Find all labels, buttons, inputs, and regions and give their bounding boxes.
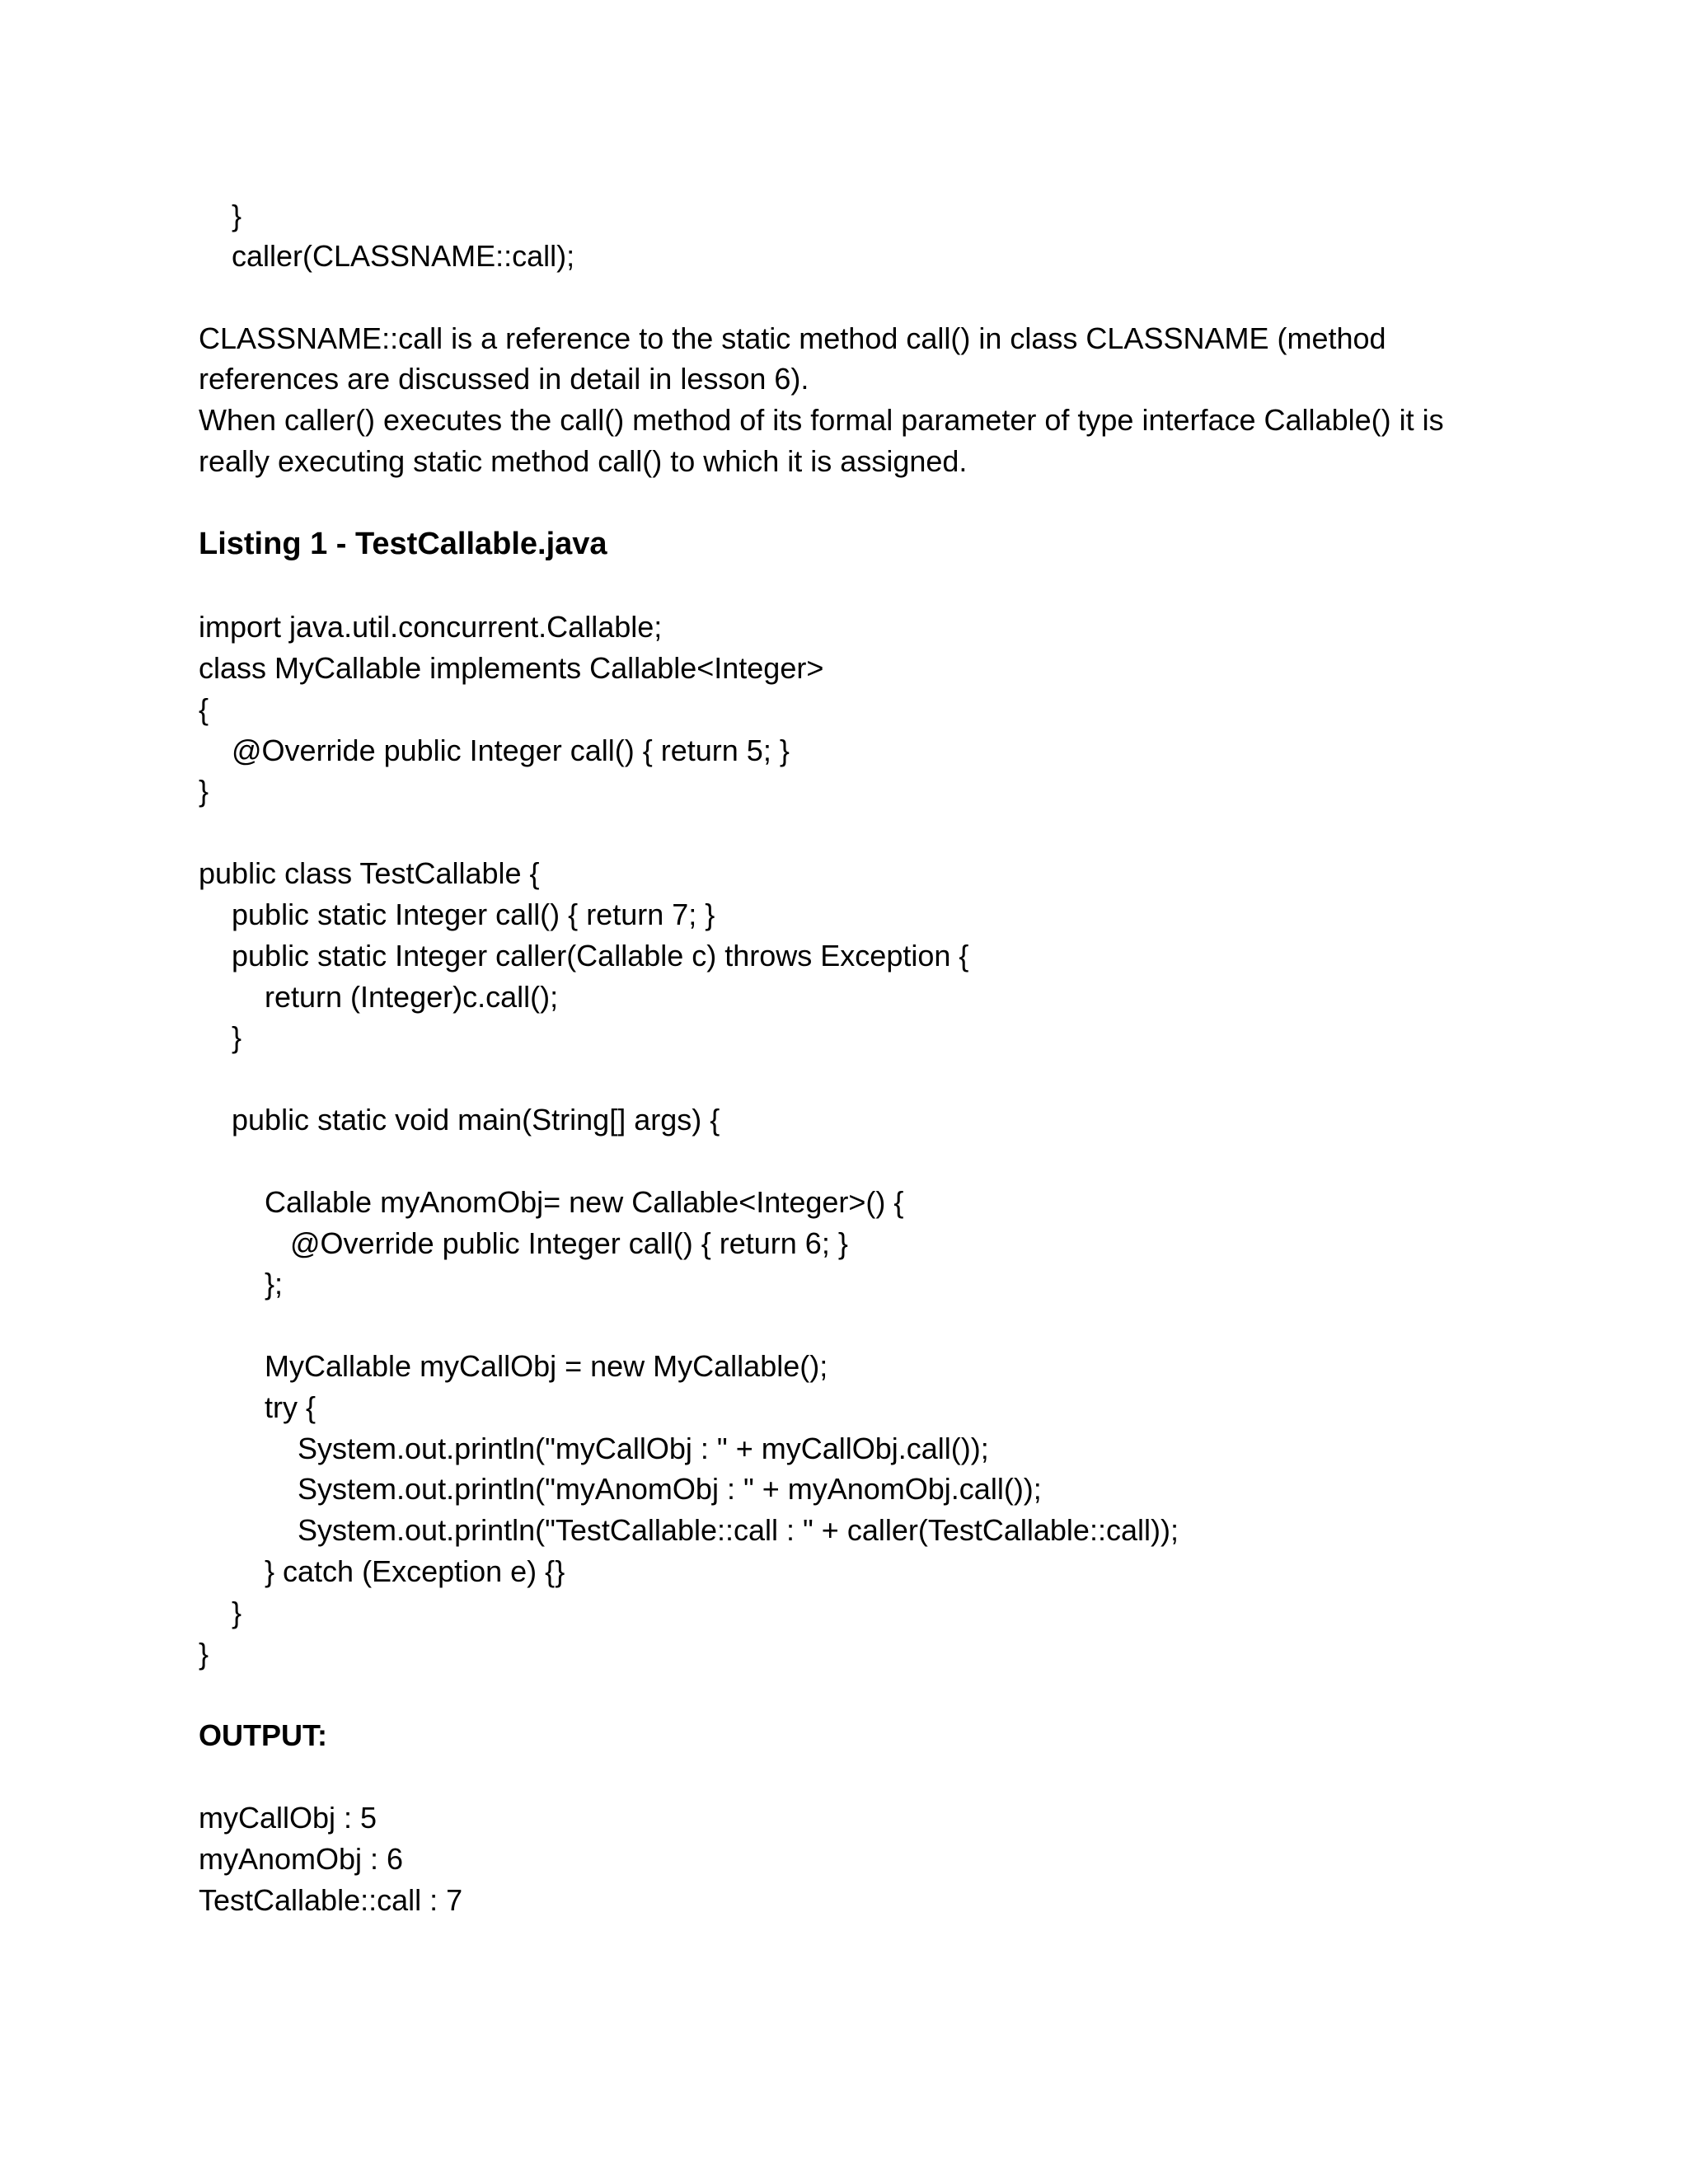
code-line: return (Integer)c.call();: [265, 980, 559, 1014]
explanation-line: references are discussed in detail in lesson 6).: [199, 362, 809, 396]
code-line: MyCallable myCallObj = new MyCallable();: [265, 1349, 828, 1383]
code-line: @Override public Integer call() { return 6; }: [290, 1226, 848, 1260]
intro-code-line: caller(CLASSNAME::call);: [232, 239, 575, 273]
code-line: import java.util.concurrent.Callable;: [199, 610, 663, 644]
code-line: {: [199, 692, 209, 726]
intro-code-line: }: [232, 199, 242, 232]
code-line: }: [199, 1637, 209, 1671]
listing-title: Listing 1 - TestCallable.java: [199, 527, 607, 561]
code-line: }: [232, 1596, 242, 1629]
code-line: };: [265, 1267, 284, 1301]
code-line: class MyCallable implements Callable<Integer>: [199, 651, 824, 685]
code-line: public static Integer call() { return 7; }: [232, 898, 715, 931]
explanation-line: CLASSNAME::call is a reference to the static method call() in class CLASSNAME (method: [199, 321, 1386, 355]
code-line: Callable myAnomObj= new Callable<Integer>() {: [265, 1185, 904, 1219]
output-line: myCallObj : 5: [199, 1801, 377, 1835]
code-line: public static Integer caller(Callable c) throws Exception {: [232, 939, 969, 972]
output-title: OUTPUT:: [199, 1718, 327, 1752]
code-line: @Override public Integer call() { return 5; }: [232, 733, 790, 767]
code-line: System.out.println("myAnomObj : " + myAnomObj.call());: [298, 1472, 1042, 1506]
code-line: System.out.println("TestCallable::call : " + caller(TestCallable::call));: [298, 1513, 1179, 1547]
code-line: }: [232, 1020, 242, 1054]
code-line: try {: [265, 1390, 316, 1424]
code-line: }: [199, 774, 209, 808]
output-line: TestCallable::call : 7: [199, 1883, 463, 1917]
code-line: public class TestCallable {: [199, 856, 540, 890]
explanation-line: When caller() executes the call() method of its formal parameter of type interface Callable() it is: [199, 403, 1444, 437]
code-line: public static void main(String[] args) {: [232, 1103, 720, 1137]
code-line: } catch (Exception e) {}: [265, 1554, 565, 1588]
explanation-line: really executing static method call() to which it is assigned.: [199, 444, 968, 478]
output-line: myAnomObj : 6: [199, 1842, 404, 1876]
code-line: System.out.println("myCallObj : " + myCallObj.call());: [298, 1432, 989, 1465]
